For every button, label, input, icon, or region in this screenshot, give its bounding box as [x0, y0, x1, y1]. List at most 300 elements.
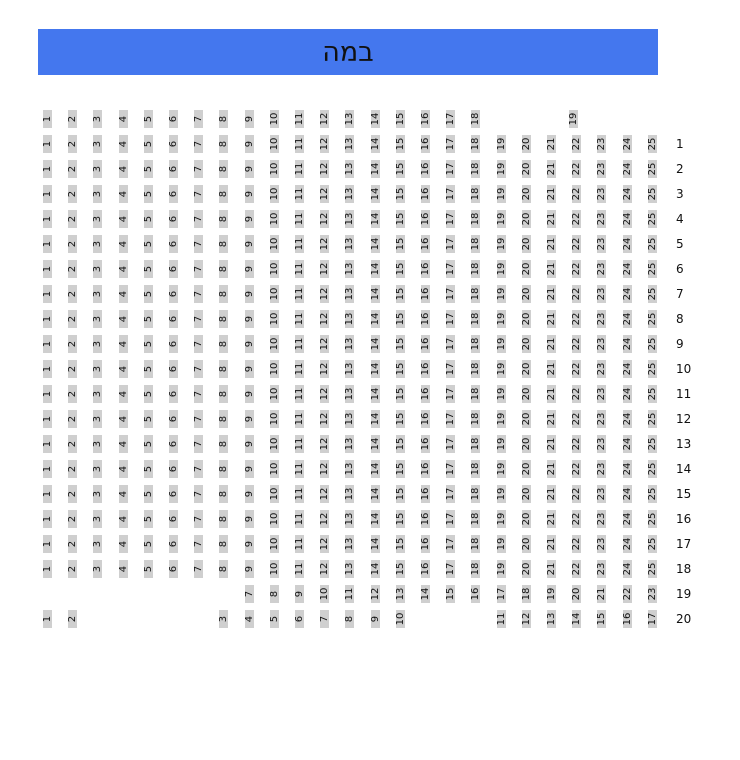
seat[interactable]: [194, 160, 203, 178]
seat[interactable]: [648, 185, 657, 203]
seat[interactable]: [295, 185, 304, 203]
seat[interactable]: [144, 210, 153, 228]
seat[interactable]: [597, 435, 606, 453]
seat[interactable]: [219, 560, 228, 578]
seat[interactable]: [245, 310, 254, 328]
seat[interactable]: [68, 610, 77, 628]
seat[interactable]: [345, 310, 354, 328]
seat[interactable]: [597, 210, 606, 228]
seat[interactable]: [144, 185, 153, 203]
seat[interactable]: [396, 160, 405, 178]
seat[interactable]: [295, 585, 304, 603]
seat[interactable]: [497, 485, 506, 503]
seat[interactable]: [93, 535, 102, 553]
seat[interactable]: [446, 460, 455, 478]
seat[interactable]: [43, 385, 52, 403]
seat[interactable]: [623, 510, 632, 528]
seat[interactable]: [623, 410, 632, 428]
seat[interactable]: [572, 585, 581, 603]
seat[interactable]: [597, 585, 606, 603]
seat[interactable]: [421, 185, 430, 203]
seat[interactable]: [320, 510, 329, 528]
seat[interactable]: [295, 360, 304, 378]
seat[interactable]: [623, 260, 632, 278]
seat[interactable]: [547, 460, 556, 478]
seat[interactable]: [371, 585, 380, 603]
seat[interactable]: [320, 535, 329, 553]
seat[interactable]: [446, 185, 455, 203]
seat[interactable]: [119, 560, 128, 578]
seat[interactable]: [572, 285, 581, 303]
seat[interactable]: [68, 310, 77, 328]
seat[interactable]: [572, 610, 581, 628]
seat[interactable]: [219, 160, 228, 178]
seat[interactable]: [522, 335, 531, 353]
seat[interactable]: [295, 235, 304, 253]
seat[interactable]: [295, 385, 304, 403]
seat[interactable]: [144, 410, 153, 428]
seat[interactable]: [623, 435, 632, 453]
seat[interactable]: [471, 510, 480, 528]
seat[interactable]: [597, 260, 606, 278]
seat[interactable]: [43, 260, 52, 278]
seat[interactable]: [623, 210, 632, 228]
seat[interactable]: [93, 260, 102, 278]
seat[interactable]: [421, 160, 430, 178]
seat[interactable]: [295, 410, 304, 428]
seat[interactable]: [270, 510, 279, 528]
seat[interactable]: [421, 385, 430, 403]
seat[interactable]: [421, 435, 430, 453]
seat[interactable]: [144, 385, 153, 403]
seat[interactable]: [471, 260, 480, 278]
seat[interactable]: [623, 235, 632, 253]
seat[interactable]: [522, 610, 531, 628]
seat[interactable]: [320, 310, 329, 328]
seat[interactable]: [597, 285, 606, 303]
seat[interactable]: [169, 135, 178, 153]
seat[interactable]: [169, 285, 178, 303]
seat[interactable]: [169, 510, 178, 528]
seat[interactable]: [522, 410, 531, 428]
seat[interactable]: [497, 460, 506, 478]
seat[interactable]: [396, 385, 405, 403]
seat[interactable]: [371, 610, 380, 628]
seat[interactable]: [597, 510, 606, 528]
seat[interactable]: [547, 210, 556, 228]
seat[interactable]: [345, 360, 354, 378]
seat[interactable]: [119, 135, 128, 153]
seat[interactable]: [345, 185, 354, 203]
seat[interactable]: [572, 235, 581, 253]
seat[interactable]: [119, 485, 128, 503]
seat[interactable]: [497, 610, 506, 628]
seat[interactable]: [396, 510, 405, 528]
seat[interactable]: [245, 410, 254, 428]
seat[interactable]: [396, 610, 405, 628]
seat[interactable]: [245, 510, 254, 528]
seat[interactable]: [522, 385, 531, 403]
seat[interactable]: [245, 335, 254, 353]
seat[interactable]: [270, 235, 279, 253]
seat[interactable]: [93, 410, 102, 428]
seat[interactable]: [270, 385, 279, 403]
seat[interactable]: [572, 185, 581, 203]
seat[interactable]: [421, 210, 430, 228]
seat[interactable]: [119, 235, 128, 253]
seat[interactable]: [648, 535, 657, 553]
seat[interactable]: [396, 360, 405, 378]
seat[interactable]: [597, 335, 606, 353]
seat[interactable]: [245, 210, 254, 228]
seat[interactable]: [194, 285, 203, 303]
seat[interactable]: [245, 110, 254, 128]
seat[interactable]: [371, 410, 380, 428]
seat[interactable]: [597, 185, 606, 203]
seat[interactable]: [295, 160, 304, 178]
seat[interactable]: [572, 510, 581, 528]
seat[interactable]: [295, 560, 304, 578]
seat[interactable]: [471, 460, 480, 478]
seat[interactable]: [446, 285, 455, 303]
seat[interactable]: [68, 460, 77, 478]
seat[interactable]: [648, 410, 657, 428]
seat[interactable]: [320, 360, 329, 378]
seat[interactable]: [522, 560, 531, 578]
seat[interactable]: [320, 160, 329, 178]
seat[interactable]: [547, 360, 556, 378]
seat[interactable]: [320, 260, 329, 278]
seat[interactable]: [623, 335, 632, 353]
seat[interactable]: [270, 460, 279, 478]
seat[interactable]: [320, 485, 329, 503]
seat[interactable]: [522, 360, 531, 378]
seat[interactable]: [522, 160, 531, 178]
seat[interactable]: [572, 460, 581, 478]
seat[interactable]: [371, 135, 380, 153]
seat[interactable]: [93, 435, 102, 453]
seat[interactable]: [93, 510, 102, 528]
seat[interactable]: [371, 510, 380, 528]
seat[interactable]: [345, 285, 354, 303]
seat[interactable]: [421, 585, 430, 603]
seat[interactable]: [547, 135, 556, 153]
seat[interactable]: [68, 285, 77, 303]
seat[interactable]: [446, 435, 455, 453]
seat[interactable]: [648, 460, 657, 478]
seat[interactable]: [471, 385, 480, 403]
seat[interactable]: [43, 410, 52, 428]
seat[interactable]: [446, 235, 455, 253]
seat[interactable]: [497, 235, 506, 253]
seat[interactable]: [119, 460, 128, 478]
seat[interactable]: [421, 510, 430, 528]
seat[interactable]: [68, 535, 77, 553]
seat[interactable]: [396, 135, 405, 153]
seat[interactable]: [169, 335, 178, 353]
seat[interactable]: [547, 485, 556, 503]
seat[interactable]: [522, 435, 531, 453]
seat[interactable]: [68, 335, 77, 353]
seat[interactable]: [270, 585, 279, 603]
seat[interactable]: [43, 110, 52, 128]
seat[interactable]: [194, 560, 203, 578]
seat[interactable]: [597, 535, 606, 553]
seat[interactable]: [623, 135, 632, 153]
seat[interactable]: [219, 485, 228, 503]
seat[interactable]: [597, 135, 606, 153]
seat[interactable]: [245, 560, 254, 578]
seat[interactable]: [345, 135, 354, 153]
seat[interactable]: [446, 535, 455, 553]
seat[interactable]: [68, 210, 77, 228]
seat[interactable]: [597, 410, 606, 428]
seat[interactable]: [572, 135, 581, 153]
seat[interactable]: [169, 310, 178, 328]
seat[interactable]: [194, 485, 203, 503]
seat[interactable]: [371, 110, 380, 128]
seat[interactable]: [648, 160, 657, 178]
seat[interactable]: [446, 385, 455, 403]
seat[interactable]: [648, 210, 657, 228]
seat[interactable]: [522, 585, 531, 603]
seat[interactable]: [572, 210, 581, 228]
seat[interactable]: [245, 185, 254, 203]
seat[interactable]: [295, 110, 304, 128]
seat[interactable]: [93, 135, 102, 153]
seat[interactable]: [522, 485, 531, 503]
seat[interactable]: [648, 610, 657, 628]
seat[interactable]: [68, 110, 77, 128]
seat[interactable]: [497, 360, 506, 378]
seat[interactable]: [245, 235, 254, 253]
seat[interactable]: [295, 435, 304, 453]
seat[interactable]: [446, 135, 455, 153]
seat[interactable]: [421, 110, 430, 128]
seat[interactable]: [68, 560, 77, 578]
seat[interactable]: [623, 460, 632, 478]
seat[interactable]: [421, 485, 430, 503]
seat[interactable]: [43, 210, 52, 228]
seat[interactable]: [119, 410, 128, 428]
seat[interactable]: [572, 360, 581, 378]
seat[interactable]: [597, 460, 606, 478]
seat[interactable]: [345, 535, 354, 553]
seat[interactable]: [169, 535, 178, 553]
seat[interactable]: [119, 435, 128, 453]
seat[interactable]: [421, 335, 430, 353]
seat[interactable]: [245, 485, 254, 503]
seat[interactable]: [119, 160, 128, 178]
seat[interactable]: [648, 260, 657, 278]
seat[interactable]: [43, 360, 52, 378]
seat[interactable]: [345, 235, 354, 253]
seat[interactable]: [623, 560, 632, 578]
seat[interactable]: [623, 160, 632, 178]
seat[interactable]: [245, 610, 254, 628]
seat[interactable]: [471, 410, 480, 428]
seat[interactable]: [144, 285, 153, 303]
seat[interactable]: [194, 460, 203, 478]
seat[interactable]: [547, 510, 556, 528]
seat[interactable]: [572, 535, 581, 553]
seat[interactable]: [522, 310, 531, 328]
seat[interactable]: [648, 285, 657, 303]
seat[interactable]: [547, 160, 556, 178]
seat[interactable]: [194, 110, 203, 128]
seat[interactable]: [169, 435, 178, 453]
seat[interactable]: [194, 135, 203, 153]
seat[interactable]: [421, 235, 430, 253]
seat[interactable]: [421, 535, 430, 553]
seat[interactable]: [144, 110, 153, 128]
seat[interactable]: [320, 560, 329, 578]
seat[interactable]: [597, 560, 606, 578]
seat[interactable]: [144, 335, 153, 353]
seat[interactable]: [497, 285, 506, 303]
seat[interactable]: [194, 335, 203, 353]
seat[interactable]: [446, 510, 455, 528]
seat[interactable]: [119, 210, 128, 228]
seat[interactable]: [295, 610, 304, 628]
seat[interactable]: [93, 485, 102, 503]
seat[interactable]: [497, 160, 506, 178]
seat[interactable]: [371, 460, 380, 478]
seat[interactable]: [144, 535, 153, 553]
seat[interactable]: [295, 485, 304, 503]
seat[interactable]: [371, 260, 380, 278]
seat[interactable]: [93, 185, 102, 203]
seat[interactable]: [446, 410, 455, 428]
seat[interactable]: [421, 410, 430, 428]
seat[interactable]: [547, 235, 556, 253]
seat[interactable]: [497, 510, 506, 528]
seat[interactable]: [345, 485, 354, 503]
seat[interactable]: [446, 335, 455, 353]
seat[interactable]: [320, 235, 329, 253]
seat[interactable]: [194, 410, 203, 428]
seat[interactable]: [547, 260, 556, 278]
seat[interactable]: [270, 335, 279, 353]
seat[interactable]: [320, 610, 329, 628]
seat[interactable]: [93, 285, 102, 303]
seat[interactable]: [421, 360, 430, 378]
seat[interactable]: [471, 485, 480, 503]
seat[interactable]: [623, 385, 632, 403]
seat[interactable]: [245, 535, 254, 553]
seat[interactable]: [547, 585, 556, 603]
seat[interactable]: [169, 110, 178, 128]
seat[interactable]: [522, 535, 531, 553]
seat[interactable]: [648, 310, 657, 328]
seat[interactable]: [648, 560, 657, 578]
seat[interactable]: [144, 485, 153, 503]
seat[interactable]: [119, 535, 128, 553]
seat[interactable]: [270, 610, 279, 628]
seat[interactable]: [194, 210, 203, 228]
seat[interactable]: [623, 360, 632, 378]
seat[interactable]: [547, 310, 556, 328]
seat[interactable]: [345, 460, 354, 478]
seat[interactable]: [345, 210, 354, 228]
seat[interactable]: [648, 485, 657, 503]
seat[interactable]: [169, 460, 178, 478]
seat[interactable]: [194, 385, 203, 403]
seat[interactable]: [345, 385, 354, 403]
seat[interactable]: [245, 135, 254, 153]
seat[interactable]: [623, 485, 632, 503]
seat[interactable]: [144, 460, 153, 478]
seat[interactable]: [295, 285, 304, 303]
seat[interactable]: [648, 510, 657, 528]
seat[interactable]: [471, 185, 480, 203]
seat[interactable]: [623, 185, 632, 203]
seat[interactable]: [497, 260, 506, 278]
seat[interactable]: [169, 160, 178, 178]
seat[interactable]: [471, 310, 480, 328]
seat[interactable]: [572, 160, 581, 178]
seat[interactable]: [68, 260, 77, 278]
seat[interactable]: [295, 510, 304, 528]
seat[interactable]: [569, 110, 578, 128]
seat[interactable]: [396, 535, 405, 553]
seat[interactable]: [219, 335, 228, 353]
seat[interactable]: [169, 485, 178, 503]
seat[interactable]: [547, 185, 556, 203]
seat[interactable]: [522, 510, 531, 528]
seat[interactable]: [144, 510, 153, 528]
seat[interactable]: [497, 585, 506, 603]
seat[interactable]: [320, 410, 329, 428]
seat[interactable]: [169, 560, 178, 578]
seat[interactable]: [295, 535, 304, 553]
seat[interactable]: [623, 585, 632, 603]
seat[interactable]: [119, 285, 128, 303]
seat[interactable]: [93, 460, 102, 478]
seat[interactable]: [371, 535, 380, 553]
seat[interactable]: [572, 485, 581, 503]
seat[interactable]: [194, 185, 203, 203]
seat[interactable]: [119, 260, 128, 278]
seat[interactable]: [119, 360, 128, 378]
seat[interactable]: [119, 110, 128, 128]
seat[interactable]: [371, 435, 380, 453]
seat[interactable]: [547, 385, 556, 403]
seat[interactable]: [345, 435, 354, 453]
seat[interactable]: [43, 135, 52, 153]
seat[interactable]: [270, 310, 279, 328]
seat[interactable]: [497, 535, 506, 553]
seat[interactable]: [396, 485, 405, 503]
seat[interactable]: [295, 135, 304, 153]
seat[interactable]: [522, 235, 531, 253]
seat[interactable]: [396, 310, 405, 328]
seat[interactable]: [194, 310, 203, 328]
seat[interactable]: [43, 435, 52, 453]
seat[interactable]: [497, 310, 506, 328]
seat[interactable]: [43, 560, 52, 578]
seat[interactable]: [194, 535, 203, 553]
seat[interactable]: [144, 260, 153, 278]
seat[interactable]: [219, 135, 228, 153]
seat[interactable]: [270, 135, 279, 153]
seat[interactable]: [471, 585, 480, 603]
seat[interactable]: [371, 335, 380, 353]
seat[interactable]: [68, 235, 77, 253]
seat[interactable]: [219, 385, 228, 403]
seat[interactable]: [144, 360, 153, 378]
seat[interactable]: [219, 185, 228, 203]
